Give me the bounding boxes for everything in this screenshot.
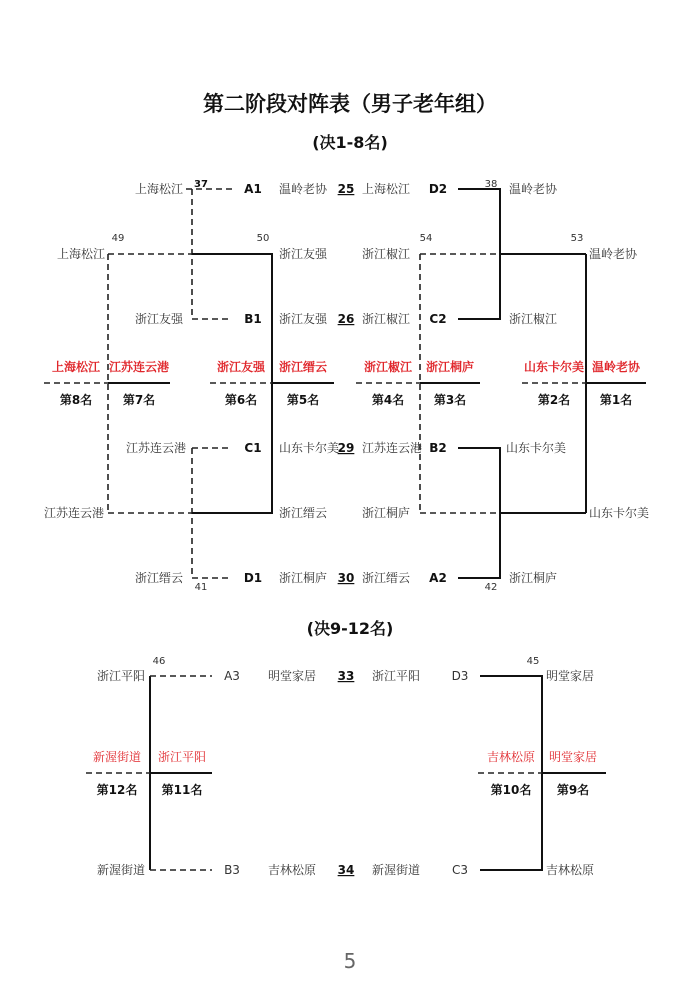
team-label: 山东卡尔美 <box>279 441 340 455</box>
final-team-label: 江苏连云港 <box>108 360 170 374</box>
team-label: 江苏连云港 <box>125 441 186 455</box>
team-label: 浙江缙云 <box>362 571 411 585</box>
group-label: B3 <box>224 863 240 877</box>
group-label: D1 <box>243 571 263 585</box>
team-label: 浙江友强 <box>134 312 183 326</box>
rank-label: 第10名 <box>490 783 532 797</box>
team-label: 新渥街道 <box>372 863 421 877</box>
team-label: 浙江缙云 <box>279 506 328 520</box>
team-label: 浙江缙云 <box>134 571 183 585</box>
match-number: 45 <box>526 656 540 667</box>
final-team-label: 浙江平阳 <box>157 750 207 764</box>
match-number: 26 <box>337 312 355 326</box>
team-label: 温岭老协 <box>509 182 558 196</box>
match-number: 50 <box>256 233 270 244</box>
page-number: 5 <box>343 949 357 973</box>
team-label: 明堂家居 <box>546 669 595 683</box>
bracket-c1-d1 <box>192 383 272 578</box>
final-team-label: 温岭老协 <box>591 360 641 374</box>
match-number: 37 <box>194 179 208 190</box>
team-label: 浙江平阳 <box>96 669 145 683</box>
match-number: 53 <box>570 233 584 244</box>
team-label: 山东卡尔美 <box>589 506 650 520</box>
section-heading-1-8: (决1-8名) <box>312 133 388 152</box>
final-team-label: 浙江缙云 <box>278 360 328 374</box>
match-number: 41 <box>194 582 208 593</box>
match-number: 29 <box>337 441 355 455</box>
team-label: 上海松江 <box>134 182 183 196</box>
group-label: C2 <box>429 312 447 326</box>
team-label: 上海松江 <box>362 182 411 196</box>
section-heading-9-12: (决9-12名) <box>306 619 394 638</box>
final-team-label: 浙江椒江 <box>363 360 413 374</box>
rank-label: 第3名 <box>433 393 467 407</box>
team-label: 浙江桐庐 <box>279 571 328 585</box>
match-number: 54 <box>419 233 433 244</box>
group-label: B1 <box>244 312 262 326</box>
final-team-label: 新渥街道 <box>92 750 142 764</box>
match-number: 42 <box>484 582 498 593</box>
page-title: 第二阶段对阵表（男子老年组） <box>203 92 497 116</box>
group-label: A3 <box>224 669 240 683</box>
team-label: 浙江桐庐 <box>362 506 411 520</box>
bracket-d2-c2 <box>420 189 586 513</box>
team-label: 江苏连云港 <box>362 441 423 455</box>
rank-label: 第2名 <box>537 393 571 407</box>
match-number: 46 <box>152 656 166 667</box>
team-label: 明堂家居 <box>268 669 317 683</box>
team-label: 新渥街道 <box>96 863 145 877</box>
rank-label: 第4名 <box>371 393 405 407</box>
rank-label: 第8名 <box>59 393 93 407</box>
bracket-46 <box>86 676 212 870</box>
rank-label: 第1名 <box>599 393 633 407</box>
team-label: 浙江椒江 <box>509 312 558 326</box>
bracket-45 <box>478 676 606 870</box>
match-number: 25 <box>337 182 355 196</box>
rank-label: 第5名 <box>286 393 320 407</box>
rank-label: 第6名 <box>224 393 258 407</box>
team-label: 吉林松原 <box>546 863 595 877</box>
group-label: A1 <box>244 182 262 196</box>
final-team-label: 浙江友强 <box>216 360 266 374</box>
match-number: 34 <box>337 863 355 877</box>
final-team-label: 浙江桐庐 <box>425 360 475 374</box>
team-label: 浙江椒江 <box>362 247 411 261</box>
final-team-label: 上海松江 <box>51 360 101 374</box>
rank-label: 第9名 <box>556 783 590 797</box>
team-label: 浙江友强 <box>279 312 328 326</box>
match-number: 49 <box>111 233 125 244</box>
group-label: D3 <box>451 669 469 683</box>
group-label: D2 <box>428 182 448 196</box>
group-label: C1 <box>244 441 262 455</box>
group-label: A2 <box>429 571 447 585</box>
group-label: C3 <box>451 863 469 877</box>
team-label: 浙江桐庐 <box>509 571 558 585</box>
team-label: 温岭老协 <box>589 247 638 261</box>
team-label: 吉林松原 <box>268 863 317 877</box>
team-label: 山东卡尔美 <box>506 441 567 455</box>
team-label: 温岭老协 <box>279 182 328 196</box>
team-label: 浙江平阳 <box>372 669 421 683</box>
final-team-label: 吉林松原 <box>486 750 536 764</box>
group-label: B2 <box>429 441 447 455</box>
team-label: 浙江椒江 <box>362 312 411 326</box>
match-number: 30 <box>337 571 355 585</box>
team-label: 上海松江 <box>56 247 105 261</box>
match-number: 33 <box>337 669 355 683</box>
final-team-label: 山东卡尔美 <box>523 360 585 374</box>
team-label: 浙江友强 <box>279 247 328 261</box>
final-team-label: 明堂家居 <box>548 750 598 764</box>
bracket-a1-b1 <box>186 189 272 383</box>
match-number: 38 <box>484 179 498 190</box>
rank-label: 第11名 <box>161 783 203 797</box>
rank-label: 第7名 <box>122 393 156 407</box>
rank-label: 第12名 <box>96 783 138 797</box>
team-label: 江苏连云港 <box>43 506 104 520</box>
